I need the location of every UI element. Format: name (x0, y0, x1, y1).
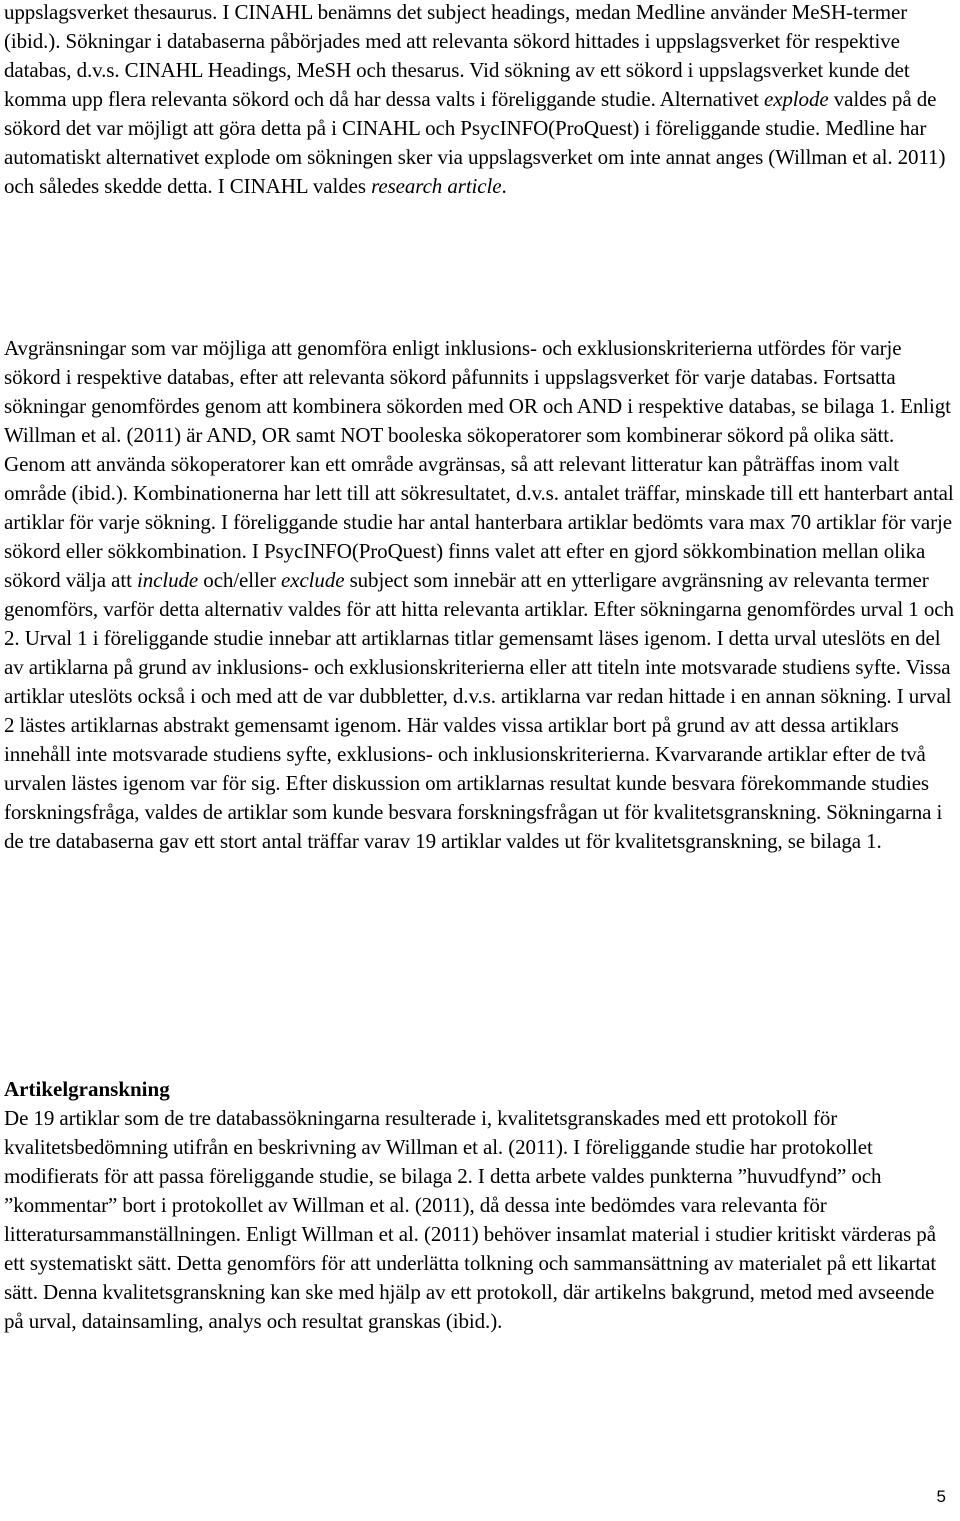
italic-term-exclude: exclude (281, 568, 345, 592)
paragraph-limitations (4, 334, 958, 856)
text-run: valdes på de sökord det var möjligt att göra detta på i CINAHL och PsycINFO(ProQuest) i föreliggande studie. Medline har automatiskt alternativet explode om sökningen sker via uppslagsverket om inte annat anges (Willman et al. 2011) och således skedde detta. I CINAHL valdes (4, 87, 946, 198)
section-heading: Artikelgranskning (4, 1077, 170, 1101)
text-run: subject som innebär att en ytterligare avgränsning av relevanta termer genomförs, varför detta alternativ valdes för att hitta relevanta artiklar. Efter sökningarna genomfördes urval 1 och 2. Urval 1 i föreliggande studie innebar att artiklarnas titlar gemensamt läses igenom. I detta urval uteslöts en del av artiklarna på grund av inklusions- och exklusionskriterierna eller att titeln inte motsvarade studiens syfte. Vissa artiklar uteslöts också i och med att de var dubbletter, d.v.s. artiklarna var redan hittade i en annan sökning. I urval 2 lästes artiklarnas abstrakt gemensamt igenom. Här valdes vissa artiklar bort på grund av att dessa artiklars innehåll inte motsvarade studiens syfte, exklusions- och inklusionskriterierna. Kvarvarande artiklar efter de två urvalen lästes igenom var för sig. Efter diskussion om artiklarnas resultat kunde besvara förekommande studies forskningsfråga, valdes de artiklar som kunde besvara forskningsfrågan ut för kvalitetsgranskning. Sökningarna i de tre databaserna gav ett stort antal träffar varav 19 artiklar valdes ut för kvalitetsgranskning, se bilaga 1. (4, 568, 954, 853)
italic-term-include: include (137, 568, 199, 592)
text-run: och/eller (198, 568, 282, 592)
page-number: 5 (936, 1487, 946, 1506)
text-run: uppslagsverket thesaurus. I CINAHL benämns det subject headings, medan Medline använder MeSH-termer (ibid.). Sökningar i databaserna påbörjades med att relevanta sökord hittades i uppslagsverket för respektive databas, d.v.s. CINAHL Headings, MeSH och thesarus. Vid sökning av ett sökord i uppslagsverket kunde det komma upp flera relevanta sökord och då har dessa valts i föreliggande studie. Alternativet (4, 0, 910, 111)
italic-term-explode: explode (763, 87, 829, 111)
text-run: . (501, 174, 507, 198)
paragraph-search-method (4, 0, 958, 201)
paragraph-article-review (4, 1104, 958, 1336)
text-run: De 19 artiklar som de tre databassökningarna resulterade i, kvalitetsgranskades med ett protokoll för kvalitetsbedömning utifrån en beskrivning av Willman et al. (2011). I föreliggande studie har protokollet modifierats för att passa föreliggande studie, se bilaga 2. I detta arbete valdes punkterna ”huvudfynd” och ”kommentar” bort i protokollet av Willman et al. (2011), då dessa inte bedömdes vara relevanta för litteratursammanställningen. Enligt Willman et al. (2011) behöver insamlat material i studier kritiskt värderas på ett systematiskt sätt. Detta genomförs för att underlätta tolkning och sammansättning av materialet på ett likartat sätt. Denna kvalitetsgranskning kan ske med hjälp av ett protokoll, där artikelns bakgrund, metod med avseende på urval, datainsamling, analys och resultat granskas (ibid.). (4, 1106, 937, 1333)
italic-term-research-article: research article (371, 174, 502, 198)
text-run: Avgränsningar som var möjliga att genomföra enligt inklusions- och exklusionskriterierna utfördes för varje sökord i respektive databas, efter att relevanta sökord påfunnits i uppslagsverket för varje databas. Fortsatta sökningar genomfördes genom att kombinera sökorden med OR och AND i respektive databas, se bilaga 1. Enligt Willman et al. (2011) är AND, OR samt NOT booleska sökoperatorer som kombinerar sökord på olika sätt. Genom att använda sökoperatorer kan ett område avgränsas, så att relevant litteratur kan påträffas inom valt område (ibid.). Kombinationerna har lett till att sökresultatet, d.v.s. antalet träffar, minskade till ett hanterbart antal artiklar för varje sökning. I föreliggande studie har antal hanterbara artiklar bedömts vara max 70 artiklar för varje sökord eller sökkombination. I PsycINFO(ProQuest) finns valet att efter en gjord sökkombination mellan olika sökord välja att (4, 336, 954, 592)
